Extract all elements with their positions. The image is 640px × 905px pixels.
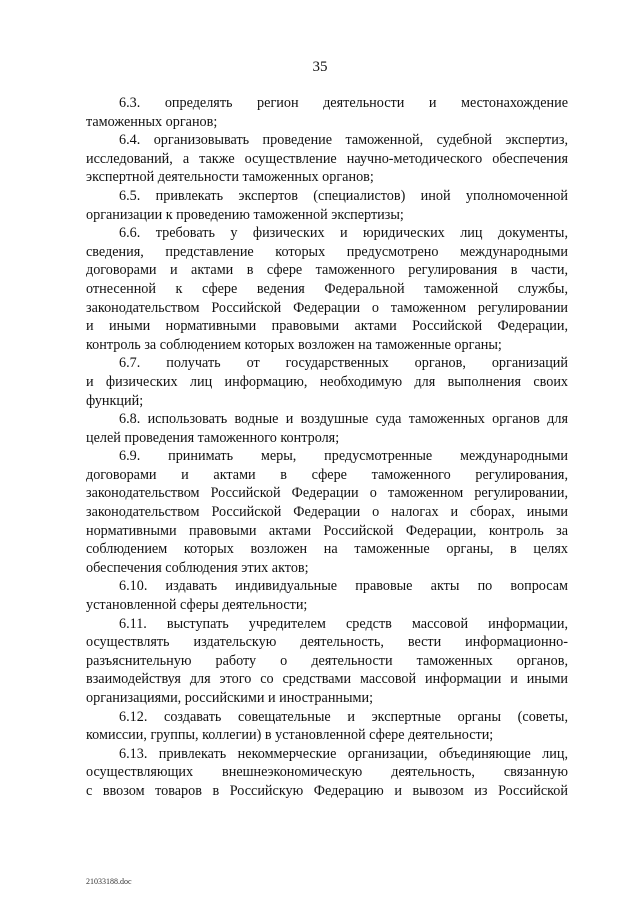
text-line: 6.9. принимать меры, предусмотренные международными	[119, 448, 568, 465]
paragraph	[86, 94, 568, 131]
text-line: взаимодействуя для этого со средствами массовой информации и иными	[86, 671, 568, 688]
text-line: установленной сферы деятельности;	[86, 597, 308, 614]
text-line: контроль за соблюдением которых возложен на таможенные органы;	[86, 336, 502, 353]
text-line: 6.3. определять регион деятельности и местонахождение	[119, 95, 568, 111]
text-line: соблюдением которых возложен на таможенные органы, в целях	[86, 541, 568, 558]
text-line: законодательством Российской Федерации о таможенном регулировании	[86, 299, 568, 316]
text-line: законодательством Российской Федерации о налогах и сборах, иными	[86, 504, 568, 521]
text-line: разъяснительную работу о деятельности таможенных органов,	[86, 652, 568, 669]
text-line: с ввозом товаров в Российскую Федерацию и вывозом из Российской	[86, 782, 568, 799]
paragraph	[86, 615, 568, 708]
page-number: 35	[312, 59, 328, 75]
text-line: организациями, российскими и иностранными;	[86, 690, 374, 706]
paragraph	[86, 131, 568, 187]
text-line: 6.11. выступать учредителем средств массовой информации,	[119, 615, 568, 632]
paragraph	[86, 224, 568, 354]
text-line: организации к проведению таможенной экспертизы;	[86, 206, 404, 223]
text-line: 6.4. организовывать проведение таможенной, судебной экспертиз,	[119, 132, 568, 149]
text-line: 6.6. требовать у физических и юридических лиц документы,	[119, 225, 568, 242]
text-line: осуществляющих внешнеэкономическую деятельность, связанную	[86, 764, 568, 781]
text-line: функций;	[86, 392, 144, 409]
text-line: 6.10. издавать индивидуальные правовые акты по вопросам	[119, 578, 568, 595]
file-name-footer: 21033188.doc	[86, 877, 132, 886]
paragraph	[86, 410, 568, 447]
paragraph	[86, 745, 568, 801]
text-line: комиссии, группы, коллегии) в установленной сфере деятельности;	[86, 727, 494, 744]
paragraph	[86, 187, 568, 224]
text-line: целей проведения таможенного контроля;	[86, 429, 340, 446]
text-line: договорами и актами в сфере таможенного регулирования,	[86, 466, 568, 483]
text-line: 6.13. привлекать некоммерческие организации, объединяющие лиц,	[119, 745, 568, 762]
text-line: и иными нормативными правовыми актами Российской Федерации,	[86, 318, 568, 335]
text-line: осуществлять издательскую деятельность, вести информационно-	[86, 634, 568, 651]
text-line: договорами и актами в сфере таможенного регулирования в части,	[86, 262, 568, 279]
paragraph	[86, 354, 568, 410]
text-line: обеспечения соблюдения этих актов;	[86, 559, 309, 576]
text-line: 6.8. использовать водные и воздушные суда таможенных органов для	[119, 411, 568, 428]
text-line: и физических лиц информацию, необходимую для выполнения своих	[86, 373, 568, 390]
text-line: отнесенной к сфере ведения Федеральной таможенной службы,	[86, 280, 568, 297]
paragraph	[86, 708, 568, 745]
text-line: таможенных органов;	[86, 113, 218, 130]
text-line: 6.7. получать от государственных органов, организаций	[119, 355, 568, 372]
text-line: 6.5. привлекать экспертов (специалистов) иной уполномоченной	[119, 187, 568, 204]
document-body	[86, 94, 568, 801]
text-line: экспертной деятельности таможенных органов;	[86, 169, 374, 186]
text-line: сведения, представление которых предусмотрено международными	[86, 243, 568, 260]
paragraph	[86, 447, 568, 577]
text-line: законодательством Российской Федерации о таможенном регулировании,	[86, 485, 568, 502]
paragraph	[86, 577, 568, 614]
text-line: 6.12. создавать совещательные и экспертные органы (советы,	[119, 708, 568, 725]
text-line: нормативными правовыми актами Российской Федерации, контроль за	[86, 522, 568, 539]
text-line: исследований, а также осуществление научно-методического обеспечения	[86, 150, 568, 167]
